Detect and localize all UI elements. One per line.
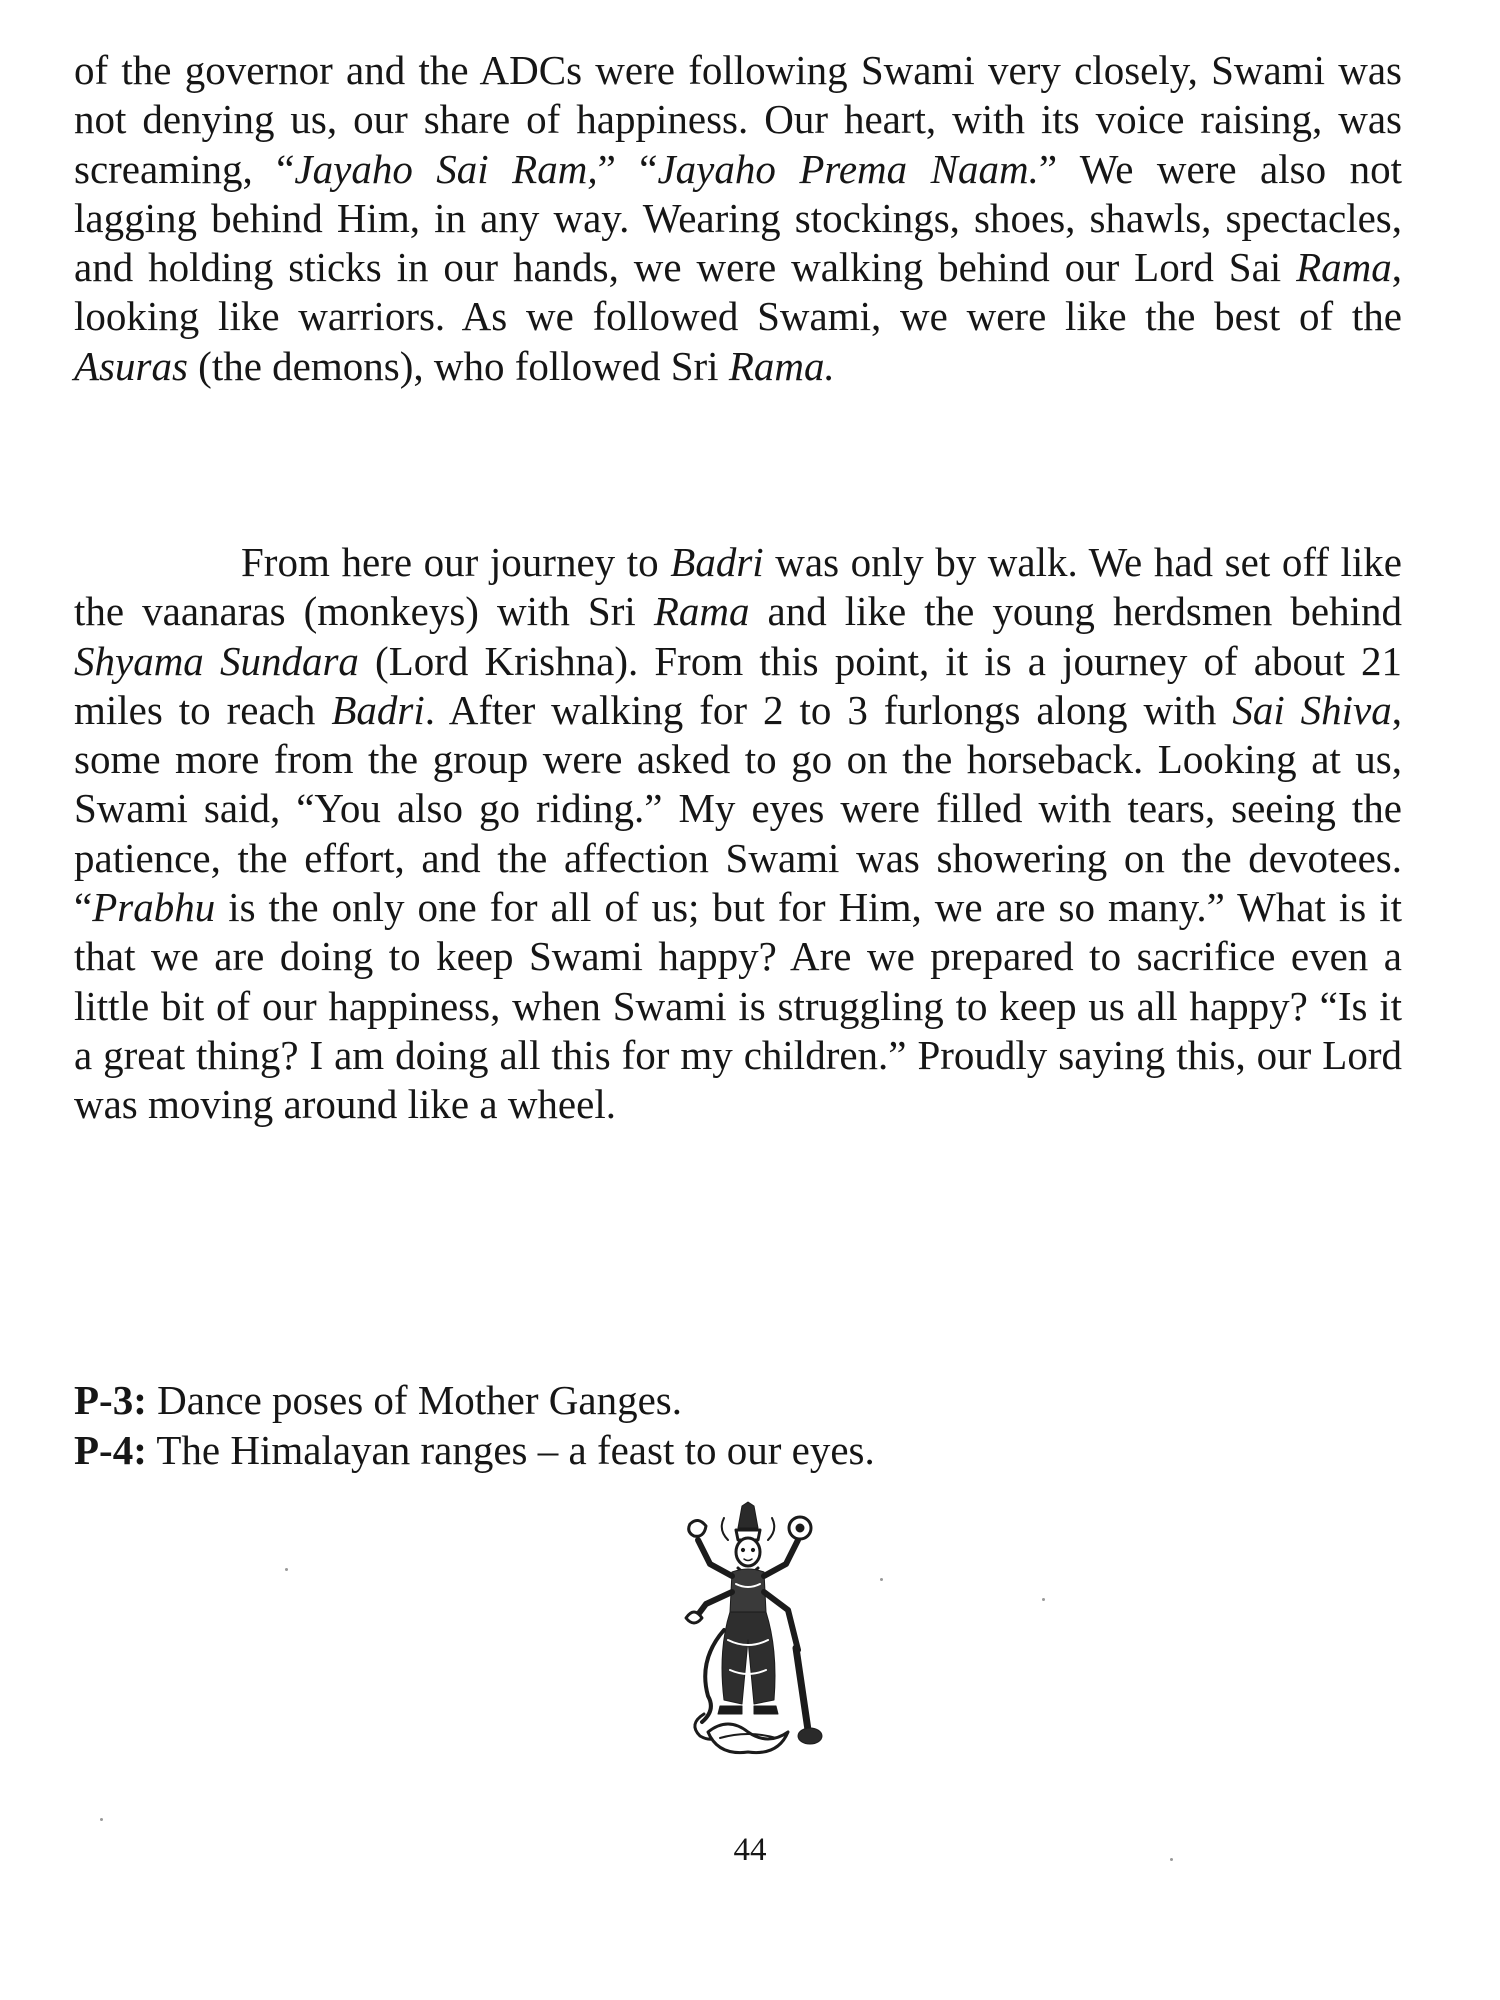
paragraph-2-italic: Badri (670, 539, 764, 585)
paragraph-2-italic: Prabhu (92, 884, 216, 931)
scan-speck (1042, 1598, 1045, 1601)
paragraph-1-text: , looking like warriors. As we followed Swami, we were like the best of the (74, 244, 1402, 340)
paragraph-2-text: . After walking for 2 to 3 furlongs along with (424, 686, 1233, 733)
paragraph-2-text: From here our journey to (241, 539, 671, 585)
page-number: 44 (733, 1832, 767, 1868)
plate-label: P-3: (74, 1377, 147, 1423)
plate-label: P-4: (74, 1427, 147, 1473)
paragraph-2-text: (Lord Krishna). From this point, it is a journey of about 21 miles to reach (74, 637, 1402, 733)
paragraph-1-text: ” We were also not lagging behind Him, in any way. Wearing stockings, shoes, shawls, spectacles, and holding sticks in our hands, we were walking behind our Lord Sai (74, 145, 1402, 291)
scan-speck (1170, 1858, 1173, 1861)
paragraph-1-text: (the demons), who followed Sri (187, 342, 729, 389)
paragraph-1-italic: Rama. (728, 342, 835, 389)
paragraph-2-italic: Shyama Sundara (74, 637, 359, 684)
scan-speck (880, 1578, 883, 1581)
plate-caption-p3 (74, 1376, 682, 1425)
plate-caption-text: Dance poses of Mother Ganges. (146, 1377, 682, 1423)
plate-caption-p4 (74, 1426, 875, 1475)
paragraph-1-italic: Jayaho Sai Ram, (294, 145, 598, 192)
paragraph-2-italic: Badri (331, 686, 425, 733)
paragraph-1-text: ” “ (597, 145, 658, 192)
paragraph-1-text: of the governor and the ADCs were following Swami very closely, Swami was not denying us, our share of happiness. Our heart, with its voice raising, was screaming, “ (74, 47, 1402, 192)
paragraph-2-text: , some more from the group were asked to go on the horseback. Looking at us, Swami said, “You also go riding.” My eyes were filled with tears, seeing the patience, the effort, and the affection Swami was showering on the devotees. “ (74, 686, 1403, 931)
paragraph-2-italic: Rama (653, 588, 750, 635)
deity-figure-icon (658, 1500, 838, 1760)
paragraph-2 (74, 538, 1402, 1130)
paragraph-2-text: is the only one for all of us; but for Him, we are so many.” What is it that we are doing to keep Swami happy? Are we prepared to sacrifice even a little bit of our happiness, when Swami is struggling to keep us all happy? “Is it a great thing? I am doing all this for my children.” Proudly saying this, our Lord was moving around like a wheel. (74, 884, 1402, 1128)
paragraph-1 (74, 46, 1402, 391)
scan-speck (100, 1818, 103, 1821)
paragraph-2-italic: Sai Shiva (1232, 686, 1392, 733)
scan-speck (285, 1568, 288, 1571)
paragraph-2-text: and like the young herdsmen behind (749, 588, 1402, 635)
paragraph-1-italic: Asuras (74, 342, 188, 389)
paragraph-1-italic: Jayaho Prema Naam. (657, 145, 1039, 192)
paragraph-1-italic: Rama (1296, 244, 1392, 291)
plate-caption-text: The Himalayan ranges – a feast to our eyes. (146, 1427, 875, 1473)
paragraph-2-text: was only by walk. We had set off like the vaanaras (monkeys) with Sri (74, 539, 1403, 635)
